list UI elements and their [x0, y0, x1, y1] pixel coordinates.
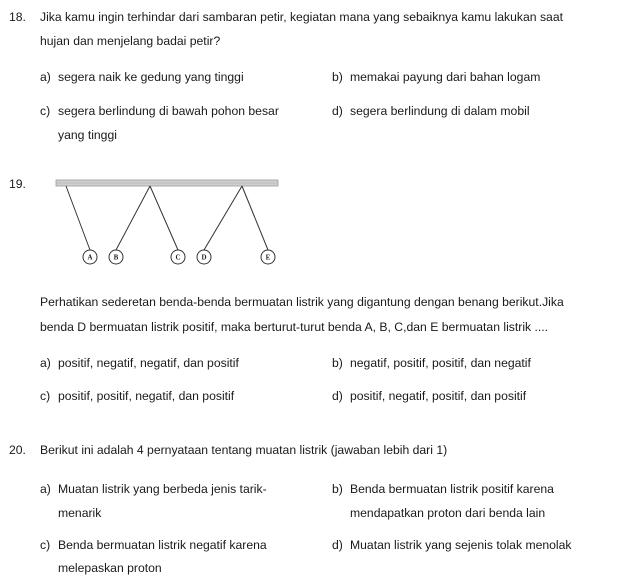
option-text: positif, negatif, negatif, dan positif — [58, 356, 239, 370]
option-text: Muatan listrik yang berbeda jenis tarik- — [58, 482, 267, 496]
option-letter: b) — [332, 70, 343, 84]
thread-e — [242, 186, 268, 250]
question-text-line: Perhatikan sederetan benda-benda bermuatan listrik yang digantung dengan benang berikut.Jika — [40, 295, 564, 309]
ball-label-e: E — [265, 253, 271, 262]
option-text: segera berlindung di dalam mobil — [350, 104, 530, 118]
option-text: melepaskan proton — [58, 561, 162, 575]
question-number: 18. — [9, 10, 26, 24]
ball-label-b: B — [113, 253, 119, 262]
option-letter: c) — [40, 104, 51, 118]
option-text: mendapatkan proton dari benda lain — [350, 506, 546, 520]
option-letter: d) — [332, 104, 343, 118]
option-text: positif, positif, negatif, dan positif — [58, 389, 235, 403]
option-letter: b) — [332, 482, 343, 496]
question-text-line: Jika kamu ingin terhindar dari sambaran petir, kegiatan mana yang sebaiknya kamu lakukan saat — [40, 10, 564, 24]
option-letter: c) — [40, 538, 51, 552]
option-letter: c) — [40, 389, 51, 403]
question-text-line: hujan dan menjelang badai petir? — [40, 34, 221, 48]
option-text: Muatan listrik yang sejenis tolak menolak — [350, 538, 572, 552]
option-text: segera berlindung di bawah pohon besar — [58, 104, 279, 118]
ball-label-c: C — [175, 253, 181, 262]
option-letter: d) — [332, 538, 343, 552]
thread-b-left — [116, 186, 150, 250]
question-number: 19. — [9, 177, 26, 191]
ball-label-d: D — [201, 253, 207, 262]
question-text-line: Berikut ini adalah 4 pernyataan tentang muatan listrik (jawaban lebih dari 1) — [40, 443, 448, 457]
thread-a — [66, 186, 90, 250]
option-text: menarik — [58, 506, 102, 520]
option-letter: b) — [332, 356, 343, 370]
question-number: 20. — [9, 443, 26, 457]
option-text: segera naik ke gedung yang tinggi — [58, 70, 244, 84]
hanging-charges-figure — [52, 174, 282, 266]
option-text: positif, negatif, positif, dan positif — [350, 389, 527, 403]
question-text-line: benda D bermuatan listrik positif, maka berturut-turut benda A, B, C,dan E bermuatan listrik .... — [40, 320, 549, 334]
option-letter: a) — [40, 356, 51, 370]
ball-label-a: A — [87, 253, 93, 262]
option-letter: d) — [332, 389, 343, 403]
option-text: memakai payung dari bahan logam — [350, 70, 541, 84]
option-letter: a) — [40, 482, 51, 496]
option-text: negatif, positif, positif, dan negatif — [350, 356, 531, 370]
option-letter: a) — [40, 70, 51, 84]
option-text: Benda bermuatan listrik positif karena — [350, 482, 554, 496]
option-text: Benda bermuatan listrik negatif karena — [58, 538, 267, 552]
option-text: yang tinggi — [58, 128, 117, 142]
thread-c — [150, 186, 178, 250]
thread-d — [204, 186, 242, 250]
